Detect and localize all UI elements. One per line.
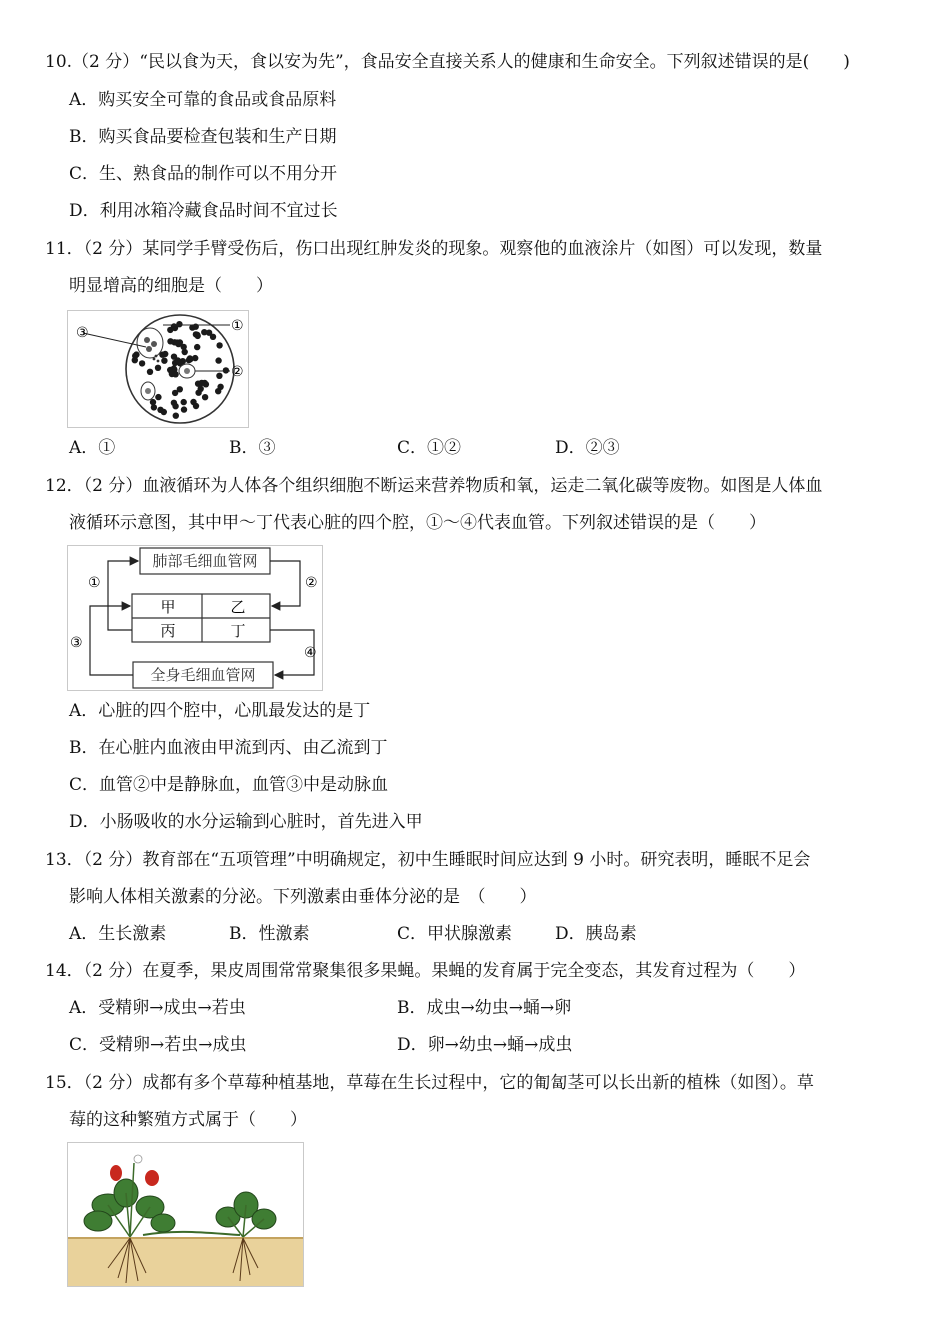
red-blood-cell-dot (181, 406, 187, 412)
figure-label-3: ③ (76, 325, 89, 341)
strawberry-runner-figure (67, 1142, 304, 1287)
red-blood-cell-dot (147, 369, 153, 375)
red-blood-cell-dot (216, 373, 222, 379)
question-12-option-a[interactable]: A．心脏的四个腔中，心肌最发达的是丁 (69, 701, 371, 721)
question-10-option-b[interactable]: B．购买食品要检查包装和生产日期 (69, 127, 337, 147)
question-13-option-d[interactable]: D．胰岛素 (555, 924, 637, 944)
question-12-stem-line2: 液循环示意图，其中甲～丁代表心脏的四个腔，①～④代表血管。下列叙述错误的是（ ） (69, 513, 766, 533)
question-11-stem-line1: 11．（2 分）某同学手臂受伤后，伤口出现红肿发炎的现象。观察他的血液涂片（如图）可以发现，数量 (45, 239, 823, 259)
question-14-stem: 14．（2 分）在夏季，果皮周围常常聚集很多果蝇。果蝇的发育属于完全变态，其发育过程为（ ） (45, 961, 806, 981)
red-blood-cell-dot (199, 380, 205, 386)
red-blood-cell-dot (171, 323, 177, 329)
question-14-option-b[interactable]: B．成虫→幼虫→蛹→卵 (397, 998, 572, 1018)
chamber-ding: 丁 (230, 622, 246, 640)
red-blood-cell-dot (171, 354, 177, 360)
question-15-stem-line2: 莓的这种繁殖方式属于（ ） (69, 1110, 307, 1130)
question-10-option-a[interactable]: A．购买安全可靠的食品或食品原料 (69, 90, 337, 110)
chamber-yi: 乙 (230, 598, 246, 616)
vessel-label-1: ① (88, 575, 101, 591)
red-blood-cell-dot (195, 333, 201, 339)
figure-label-2: ② (231, 364, 244, 380)
red-blood-cell-dot (155, 394, 161, 400)
question-13-option-c[interactable]: C．甲状腺激素 (397, 924, 513, 944)
question-11-stem-line2: 明显增高的细胞是（ ） (69, 276, 273, 296)
question-10-option-d[interactable]: D．利用冰箱冷藏食品时间不宜过长 (69, 201, 338, 221)
chamber-jia: 甲 (160, 598, 176, 616)
red-blood-cell-dot (161, 358, 167, 364)
question-13-stem-line1: 13．（2 分）教育部在“五项管理”中明确规定，初中生睡眠时间应达到 9 小时。研究表明，睡眠不足会 (45, 850, 811, 870)
question-11-option-d[interactable]: D．②③ (555, 438, 620, 458)
question-12-option-c[interactable]: C．血管②中是静脉血，血管③中是动脉血 (69, 775, 389, 795)
circulation-diagram (67, 545, 323, 691)
question-13-option-b[interactable]: B．性激素 (229, 924, 310, 944)
red-blood-cell-dot (139, 360, 145, 366)
red-blood-cell-dot (215, 388, 221, 394)
question-14-option-a[interactable]: A．受精卵→成虫→若虫 (69, 998, 246, 1018)
red-blood-cell-dot (181, 399, 187, 405)
blood-smear-figure (67, 310, 249, 428)
red-blood-cell-dot (132, 353, 138, 359)
body-capillary-box: 全身毛细血管网 (150, 666, 256, 684)
red-blood-cell-dot (181, 344, 187, 350)
question-14-option-d[interactable]: D．卵→幼虫→蛹→成虫 (397, 1035, 573, 1055)
vessel-label-4: ④ (304, 645, 317, 661)
red-blood-cell-dot (194, 344, 200, 350)
question-14-option-c[interactable]: C．受精卵→若虫→成虫 (69, 1035, 247, 1055)
question-11-option-c[interactable]: C．①② (397, 438, 462, 458)
red-blood-cell-dot (177, 386, 183, 392)
red-blood-cell-dot (157, 407, 163, 413)
red-blood-cell-dot (215, 357, 221, 363)
question-15-stem-line1: 15．（2 分）成都有多个草莓种植基地，草莓在生长过程中，它的匍匐茎可以长出新的植株（如图）。草 (45, 1073, 814, 1093)
vessel-label-3: ③ (70, 635, 83, 651)
red-blood-cell-dot (187, 355, 193, 361)
question-10-stem: 10.（2 分）“民以食为天，食以安为先”，食品安全直接关系人的健康和生命安全。下列叙述错误的是( ) (45, 52, 850, 72)
lung-capillary-box: 肺部毛细血管网 (152, 552, 258, 570)
red-blood-cell-dot (190, 399, 196, 405)
question-13-stem-line2: 影响人体相关激素的分泌。下列激素由垂体分泌的是 （ ） (69, 887, 537, 907)
question-12-option-b[interactable]: B．在心脏内血液由甲流到丙、由乙流到丁 (69, 738, 388, 758)
red-blood-cell-dot (198, 386, 204, 392)
chamber-bing: 丙 (160, 622, 176, 640)
red-blood-cell-dot (210, 334, 216, 340)
vessel-label-2: ② (305, 575, 318, 591)
red-blood-cell-dot (216, 342, 222, 348)
red-blood-cell-dot (155, 365, 161, 371)
red-blood-cell-dot (202, 394, 208, 400)
question-12-stem-line1: 12．（2 分）血液循环为人体各个组织细胞不断运来营养物质和氧，运走二氧化碳等废物。如图是人体血 (45, 476, 823, 496)
red-blood-cell-dot (173, 413, 179, 419)
question-13-option-a[interactable]: A．生长激素 (69, 924, 167, 944)
question-11-option-a[interactable]: A．① (69, 438, 116, 458)
question-12-option-d[interactable]: D．小肠吸收的水分运输到心脏时，首先进入甲 (69, 812, 423, 832)
question-10-option-c[interactable]: C．生、熟食品的制作可以不用分开 (69, 164, 338, 184)
red-blood-cell-dot (172, 403, 178, 409)
red-blood-cell-dot (223, 367, 229, 373)
figure-label-1: ① (231, 318, 244, 334)
red-blood-cell-dot (172, 371, 178, 377)
question-11-option-b[interactable]: B．③ (229, 438, 276, 458)
red-blood-cell-dot (167, 338, 173, 344)
red-blood-cell-dot (167, 367, 173, 373)
